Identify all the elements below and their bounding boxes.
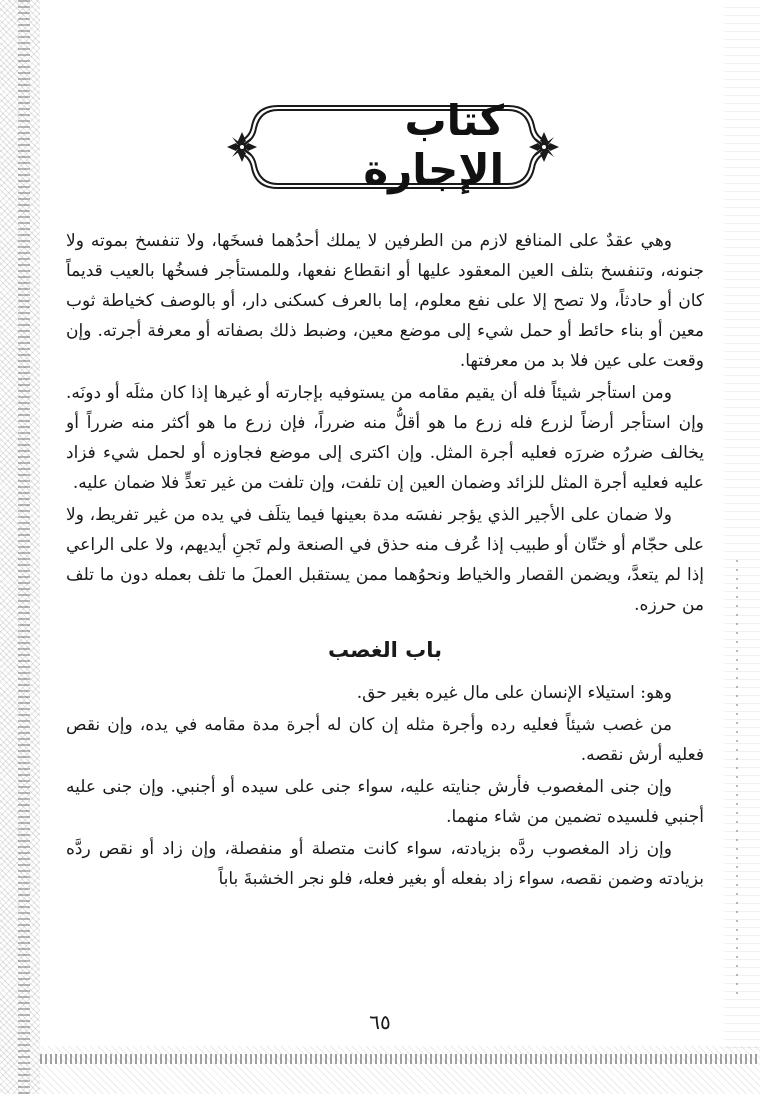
paragraph-ijara-definition: وهي عقدٌ على المنافع لازم من الطرفين لا يملك أحدُهما فسخَها، ولا تنفسخ بموته ولا جنونه، وتنفسخ بتلف العين المعقود عليها أو انقطاع نفعها، وللمستأجر فسخُها بالعيب قديماً كان أو حادثاً، ولا تصح إلا على نفع معلوم، إما بالعرف كسكنى دار، أو بالوصف كخياطة ثوب معين أو بناء حائط أو حمل شيء إلى موضع معين، وضبط ذلك بصفاته أو معرفة أجرته. وإن وقعت على عين فلا بد من معرفتها. [66,231,704,371]
paragraph-ijara-liability: ولا ضمان على الأجير الذي يؤجر نفسَه مدة بعينها فيما يتلَف في يده من غير تفريط، ولا على حجّام أو ختّان أو طبيب إذا عُرف منه حذق في الصنعة ولم تَجنِ أيديهم، ولا على الراعي إذا لم يتعدَّ، ويضمن القصار والخياط ونحوُهما ممن يستقبل العملَ ما تلف بعمله دون ما تلف من حرزه. [66,505,704,615]
paragraph-ghasb-definition: وهو: استيلاء الإنسان على مال غيره بغير حق. [356,683,672,703]
paragraph-ijara-subletting: ومن استأجر شيئاً فله أن يقيم مقامه من يستوفيه بإجارته أو غيرها إذا كان مثلَه أو دونَه. وإن استأجر أرضاً لزرع فله زرع ما هو أقلُّ منه ضرراً، فإن زرع ما هو أكثر منه ضرراً أو يخالف ضررُه ضررَه فعليه أجرة المثل. وإن اكترى إلى موضع فجاوزه أو لحمل شيء فزاد عليه فعليه أجرة المثل للزائد وضمان العين إن تلفت، وإن تلفت من غير تعدٍّ فلا ضمان عليه. [66,383,704,493]
page-number: ٦٥ [369,1010,391,1034]
page-edge-right-scan-noise [724,0,760,1050]
paragraph-ghasb-increase: وإن زاد المغصوب ردَّه بزيادته، سواء كانت متصلة أو منفصلة، وإن زاد أو نقص ردَّه بزيادته وضمن نقصه، سواء زاد بفعله أو بغير فعله، فلو نجر الخشبةَ باباً [66,839,704,889]
page-body [66,226,704,896]
section-heading: باب الغصب [327,638,443,662]
page-edge-bottom-scan-noise [40,1046,760,1094]
chapter-title-frame [212,96,574,198]
paragraph-ghasb-return: من غصب شيئاً فعليه رده وأجرة مثله إن كان له أجرة مدة مقامه في يده، وإن نقص فعليه أرش نقصه. [66,715,704,765]
page-edge-left-scan-noise [0,0,40,1094]
chapter-title: كتاب الإجارة [363,96,504,194]
paragraph-ghasb-crime: وإن جنى المغصوب فأرش جنايته عليه، سواء جنى على سيده أو أجنبي. وإن جنى عليه أجنبي فلسيده تضمين من شاء منهما. [66,777,704,827]
